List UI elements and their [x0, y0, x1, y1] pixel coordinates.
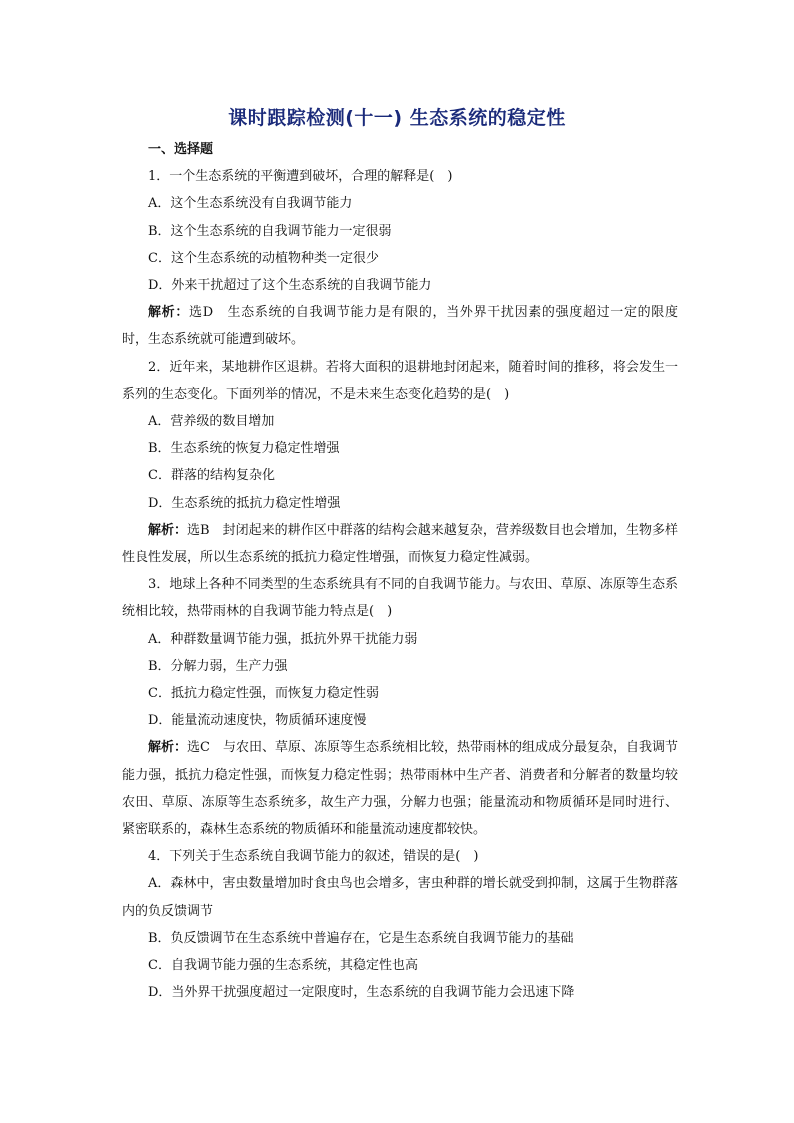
question-1-option-c: C．这个生态系统的动植物种类一定很少 [148, 250, 379, 266]
analysis-text: 选C 与农田、草原、冻原等生态系统相比较，热带雨林的组成成分最复杂，自我调节能力强，抵抗力稳定性强，而恢复力稳定性弱；热带雨林中生产者、消费者和分解者的数量均较农田、草原、冻原等生态系统多，故生产力强，分解力也强；能量流动和物质循环是同时进行、紧密联系的，森林生态系统的物质循环和能量流动速度都较快。 [122, 740, 678, 838]
question-3-analysis [122, 734, 678, 843]
question-content [122, 136, 678, 1007]
question-4-option-c: C．自我调节能力强的生态系统，其稳定性也高 [148, 958, 418, 974]
question-1-option-b: B．这个生态系统的自我调节能力一定很弱 [148, 223, 392, 239]
analysis-text: 选B 封闭起来的耕作区中群落的结构会越来越复杂，营养级数目也会增加，生物多样性良性发展，所以生态系统的抵抗力稳定性增强，而恢复力稳定性减弱。 [122, 522, 678, 566]
question-2-analysis [122, 517, 678, 571]
question-4-option-a: A．森林中，害虫数量增加时食虫鸟也会增多，害虫种群的增长就受到抑制，这属于生物群落内的负反馈调节 [122, 876, 678, 919]
question-3-option-c: C．抵抗力稳定性强，而恢复力稳定性弱 [148, 686, 379, 702]
page-title: 课时跟踪检测(十一) 生态系统的稳定性 [228, 107, 566, 129]
question-2-option-c: C．群落的结构复杂化 [148, 468, 275, 484]
question-4-option-b: B．负反馈调节在生态系统中普遍存在，它是生态系统自我调节能力的基础 [148, 930, 574, 946]
section-heading: 一、选择题 [148, 142, 214, 157]
question-3-option-b: B．分解力弱，生产力强 [148, 658, 288, 674]
question-1-stem: 1．一个生态系统的平衡遭到破坏，合理的解释是( ) [148, 169, 453, 185]
analysis-text: 选D 生态系统的自我调节能力是有限的，当外界干扰因素的强度超过一定的限度时，生态系统就可能遭到破坏。 [122, 305, 678, 348]
question-3-option-d: D．能量流动速度快，物质循环速度慢 [148, 713, 367, 729]
question-2-stem: 2．近年来，某地耕作区退耕。若将大面积的退耕地封闭起来，随着时间的推移，将会发生一系列的生态变化。下面列举的情况，不是未来生态变化趋势的是( ) [122, 359, 678, 402]
question-3-stem: 3．地球上各种不同类型的生态系统具有不同的自我调节能力。与农田、草原、冻原等生态系统相比较，热带雨林的自我调节能力特点是( ) [122, 577, 678, 620]
analysis-label: 解析： [148, 740, 188, 756]
question-2-option-b: B．生态系统的恢复力稳定性增强 [148, 441, 340, 457]
question-4-stem: 4．下列关于生态系统自我调节能力的叙述，错误的是( ) [148, 849, 479, 865]
question-1-option-d: D．外来干扰超过了这个生态系统的自我调节能力 [148, 278, 432, 294]
question-4-option-d: D．当外界干扰强度超过一定限度时，生态系统的自我调节能力会迅速下降 [148, 985, 575, 1001]
question-1-option-a: A．这个生态系统没有自我调节能力 [148, 196, 353, 212]
analysis-label: 解析： [148, 305, 190, 321]
analysis-label: 解析： [148, 522, 188, 538]
question-2-option-a: A．营养级的数目增加 [148, 414, 275, 430]
question-3-option-a: A．种群数量调节能力强，抵抗外界干扰能力弱 [148, 631, 418, 647]
question-1-analysis [122, 299, 678, 353]
question-2-option-d: D．生态系统的抵抗力稳定性增强 [148, 495, 341, 511]
